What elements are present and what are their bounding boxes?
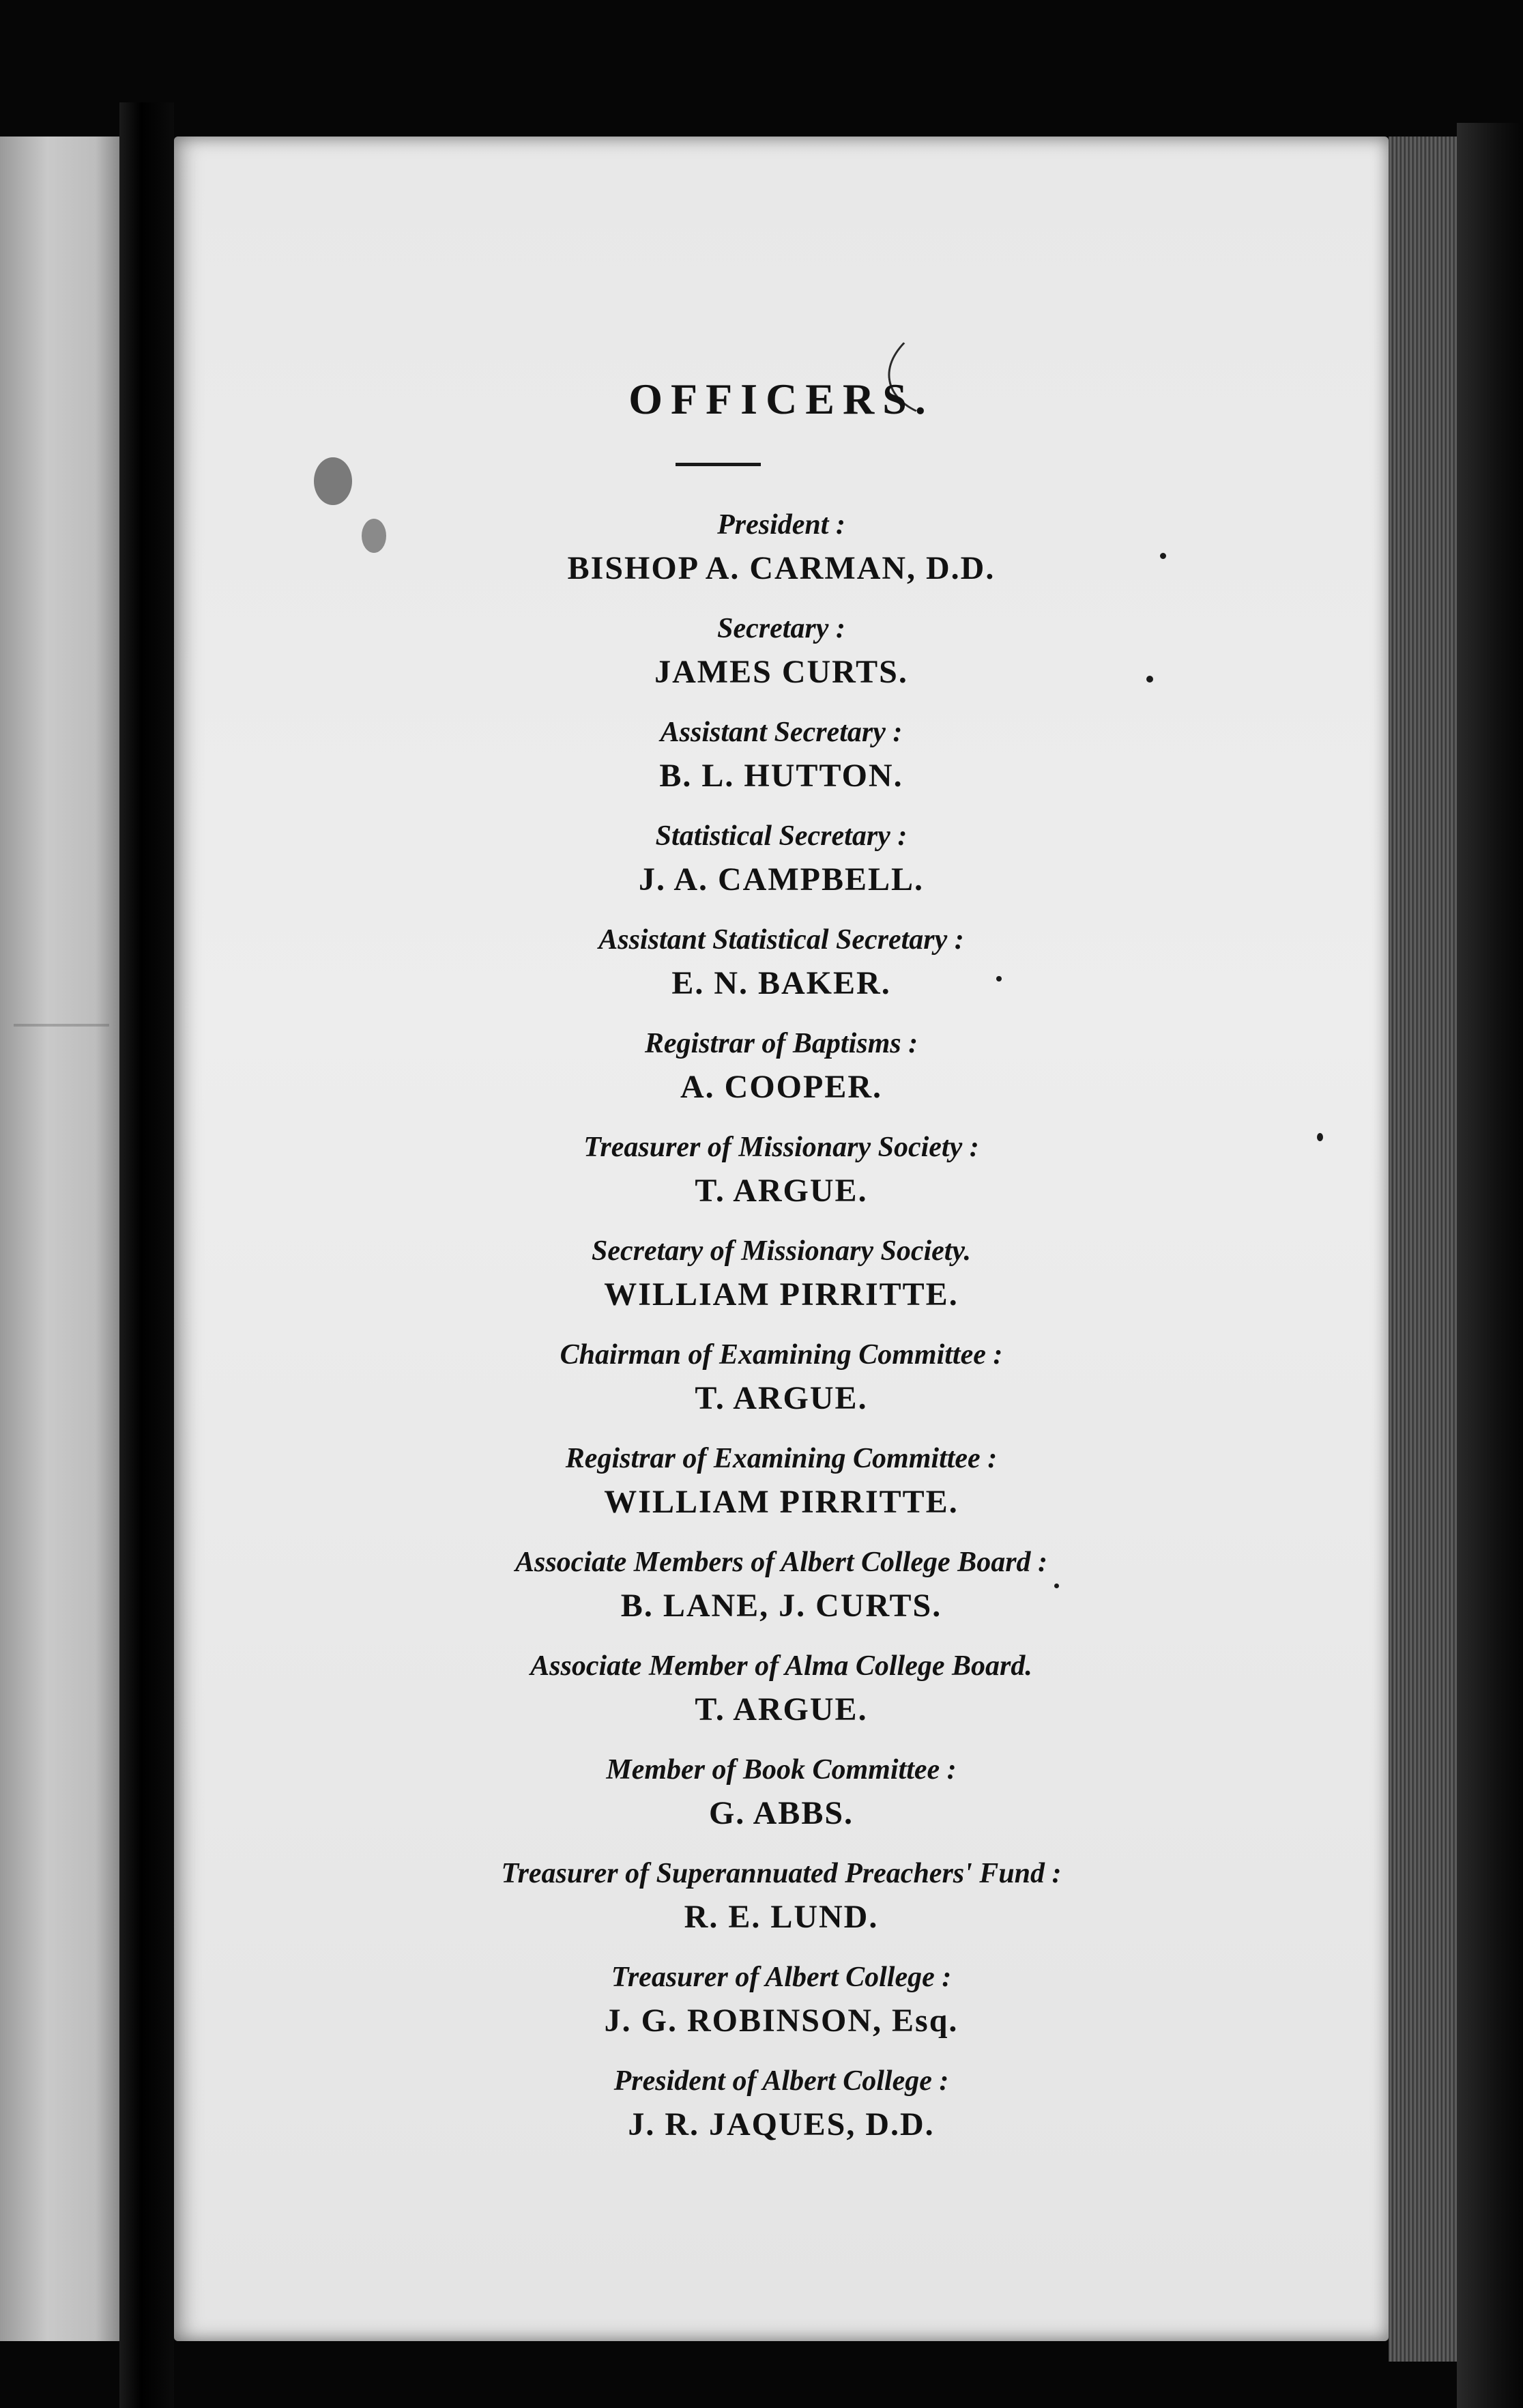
- officer-name: JAMES CURTS.: [654, 654, 908, 690]
- officer-entry: [174, 1231, 1389, 1334]
- officer-name: E. N. BAKER.: [671, 965, 891, 1001]
- officer-name: A. COOPER.: [680, 1069, 882, 1105]
- officer-entry: [174, 1958, 1389, 2060]
- officer-role: Statistical Secretary :: [655, 820, 908, 852]
- left-page-bleed-through: [14, 1024, 109, 1047]
- officer-role: President :: [717, 509, 845, 541]
- officer-name: BISHOP A. CARMAN, D.D.: [567, 550, 996, 586]
- left-page-fragment: [0, 137, 119, 2341]
- officer-entry: [174, 1335, 1389, 1437]
- officer-name: G. ABBS.: [708, 1795, 854, 1831]
- book-gutter: [119, 102, 174, 2408]
- officer-role: Member of Book Committee :: [606, 1754, 957, 1786]
- officer-name: J. G. ROBINSON, Esq.: [604, 2003, 959, 2039]
- officer-name: J. A. CAMPBELL.: [638, 861, 925, 898]
- officer-entry: [174, 920, 1389, 1022]
- officer-entry: [174, 1128, 1389, 1230]
- officer-entry: [174, 1854, 1389, 1956]
- officer-name: B. L. HUTTON.: [659, 758, 903, 794]
- officer-role: President of Albert College :: [613, 2065, 949, 2097]
- officer-entry: [174, 816, 1389, 919]
- officer-name: WILLIAM PIRRITTE.: [604, 1276, 959, 1313]
- officer-name: B. LANE, J. CURTS.: [620, 1588, 942, 1624]
- officer-entry: [174, 505, 1389, 607]
- officer-entry: [174, 1750, 1389, 1852]
- officer-name: T. ARGUE.: [695, 1380, 868, 1416]
- officer-entry: [174, 2061, 1389, 2164]
- officer-name: T. ARGUE.: [695, 1691, 868, 1728]
- officer-name: J. R. JAQUES, D.D.: [628, 2106, 935, 2142]
- officer-role: Registrar of Baptisms :: [644, 1028, 918, 1059]
- page-title: OFFICERS.: [628, 375, 934, 423]
- officer-name: R. E. LUND.: [684, 1899, 879, 1935]
- officer-entry: [174, 1024, 1389, 1126]
- officer-role: Associate Member of Alma College Board.: [530, 1650, 1032, 1682]
- title-rule: [676, 463, 761, 466]
- officer-role: Chairman of Examining Committee :: [560, 1339, 1003, 1371]
- officer-role: Treasurer of Albert College :: [611, 1962, 952, 1993]
- officer-role: Secretary :: [717, 613, 845, 644]
- officer-entry: [174, 713, 1389, 815]
- officer-name: T. ARGUE.: [695, 1173, 868, 1209]
- officer-role: Registrar of Examining Committee :: [565, 1443, 998, 1474]
- officer-role: Treasurer of Missionary Society :: [583, 1132, 979, 1163]
- officer-entry: [174, 1439, 1389, 1541]
- officer-role: Secretary of Missionary Society.: [591, 1235, 972, 1267]
- officer-entry: [174, 609, 1389, 711]
- book-cover-edge: [1457, 123, 1523, 2408]
- officer-entry: [174, 1543, 1389, 1645]
- officer-entry: [174, 1646, 1389, 1749]
- officer-role: Assistant Statistical Secretary :: [598, 924, 964, 956]
- officer-name: WILLIAM PIRRITTE.: [604, 1484, 959, 1520]
- officer-role: Associate Members of Albert College Board :: [514, 1547, 1048, 1578]
- page-edges: [1389, 137, 1457, 2362]
- officer-role: Treasurer of Superannuated Preachers' Fund :: [501, 1858, 1062, 1889]
- officers-page-content: [174, 137, 1389, 2341]
- officer-role: Assistant Secretary :: [660, 717, 903, 748]
